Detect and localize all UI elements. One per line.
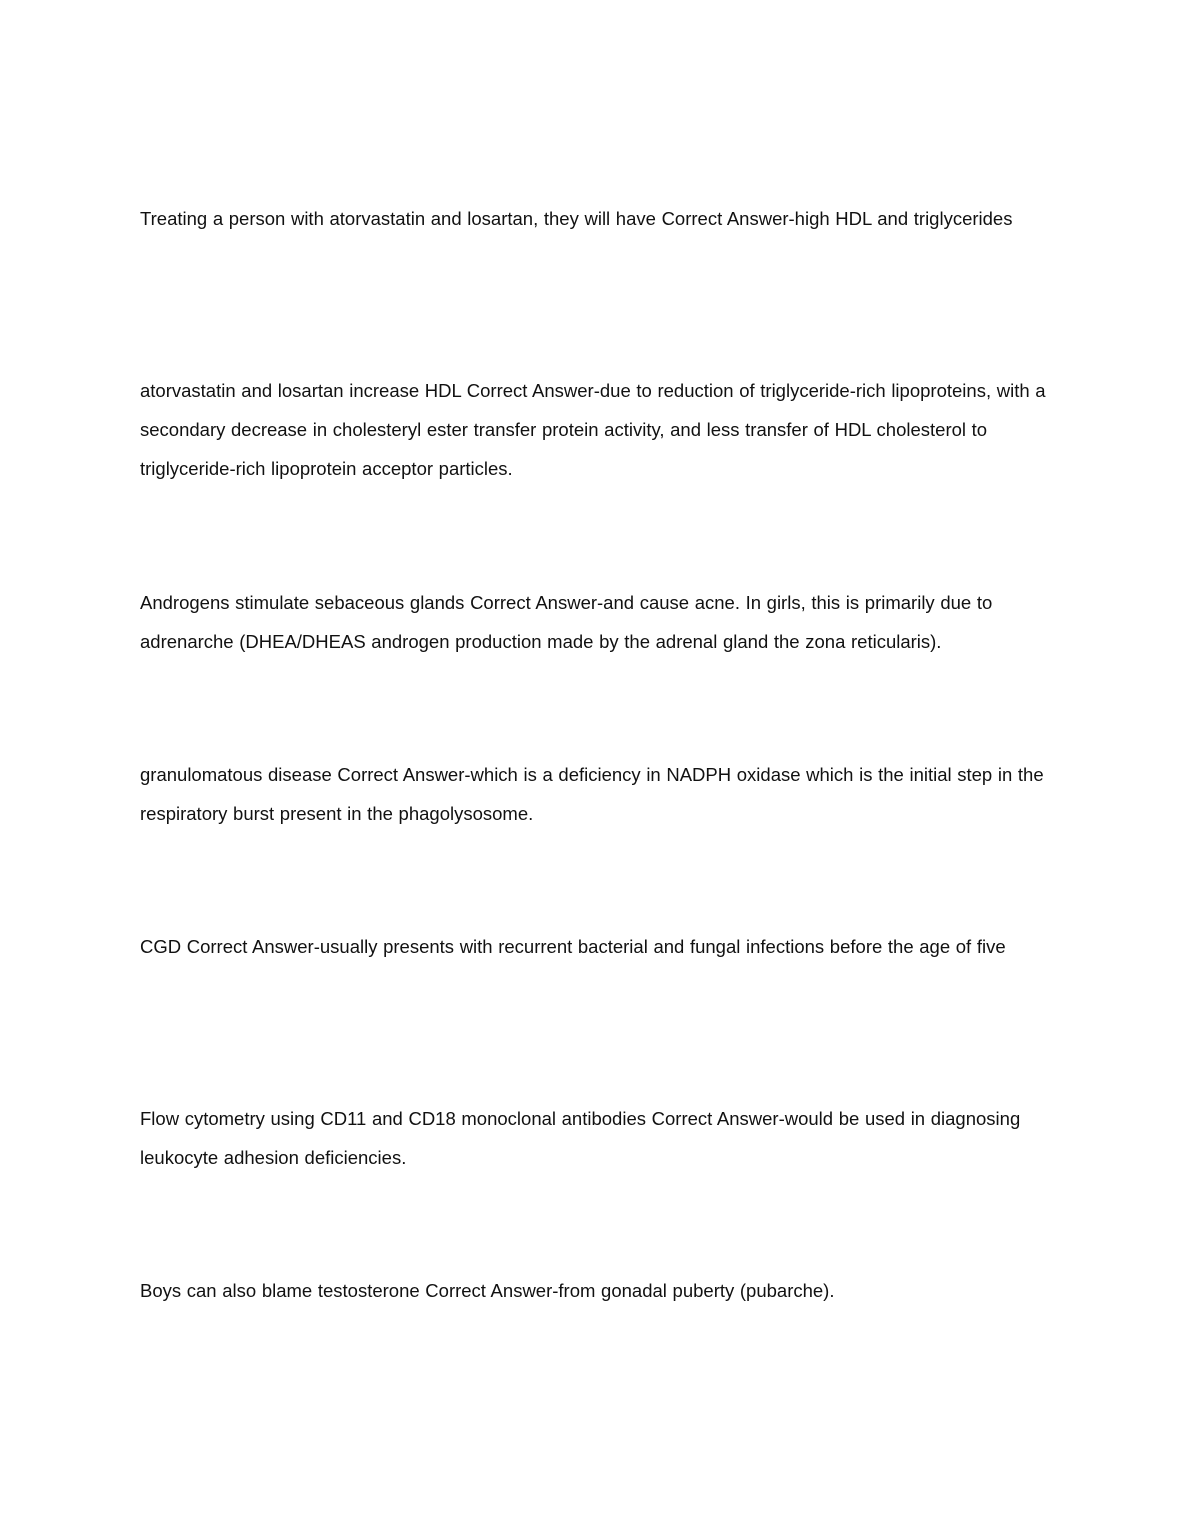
qa-entry: Treating a person with atorvastatin and losartan, they will have Correct Answer-high HDL and triglycerides (140, 208, 1013, 229)
qa-entry: Flow cytometry using CD11 and CD18 monoclonal antibodies Correct Answer-would be used in diagnosing leukocyte adhesion deficiencies. (140, 1108, 1021, 1168)
qa-entry: atorvastatin and losartan increase HDL Correct Answer-due to reduction of triglyceride-rich lipoproteins, with a secondary decrease in cholesteryl ester transfer protein activity, and less transfer of HDL cholesterol to triglyceride-rich lipoprotein acceptor particles. (140, 380, 1046, 479)
qa-entry: Boys can also blame testosterone Correct Answer-from gonadal puberty (pubarche). (140, 1280, 835, 1301)
qa-entry: CGD Correct Answer-usually presents with recurrent bacterial and fungal infections before the age of five (140, 936, 1006, 957)
qa-entry: Androgens stimulate sebaceous glands Correct Answer-and cause acne. In girls, this is primarily due to adrenarche (DHEA/DHEAS androgen production made by the adrenal gland the zona reticularis). (140, 592, 993, 652)
qa-entry: granulomatous disease Correct Answer-which is a deficiency in NADPH oxidase which is the initial step in the respiratory burst present in the phagolysosome. (140, 764, 1044, 824)
